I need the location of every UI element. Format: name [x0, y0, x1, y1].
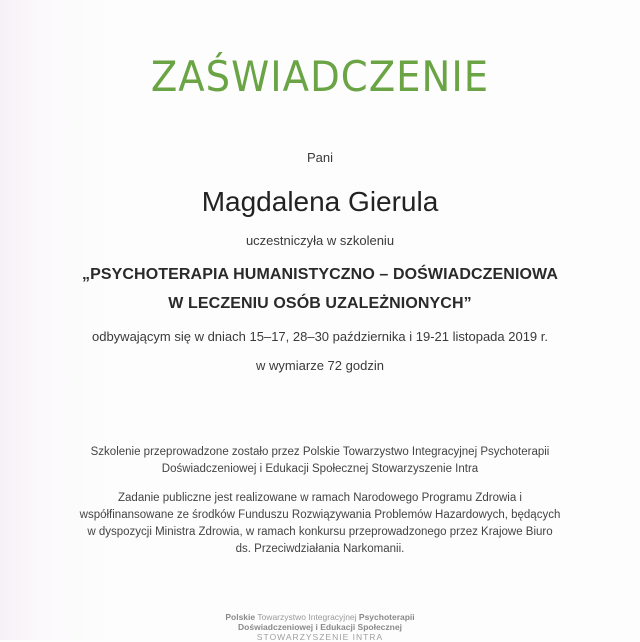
- course-title-line-2: W LECZENIU OSÓB UZALEŻNIONYCH”: [168, 295, 472, 312]
- organizer-paragraph: [0, 444, 640, 478]
- course-hours: w wymiarze 72 godzin: [256, 358, 384, 373]
- recipient-name: Magdalena Gierula: [201, 186, 439, 217]
- funding-line: współfinansowane ze środków Funduszu Rozwiązywania Problemów Hazardowych, będących: [79, 509, 561, 521]
- stamp-word: Psychoterapii: [358, 612, 415, 622]
- organizer-line: Doświadczeniowej i Edukacji Społecznej Stowarzyszenie Intra: [161, 463, 479, 475]
- funding-line: Zadanie publiczne jest realizowane w ramach Narodowego Programu Zdrowia i: [118, 492, 522, 504]
- funding-line: ds. Przeciwdziałania Narkomanii.: [235, 543, 405, 555]
- stamp-line-1: [0, 612, 640, 622]
- organization-stamp: [0, 612, 640, 642]
- certificate-title: ZAŚWIADCZENIE: [150, 52, 490, 101]
- course-title-line-1: „PSYCHOTERAPIA HUMANISTYCZNO – DOŚWIADCZENIOWA: [81, 266, 559, 283]
- stamp-word: Towarzystwo Integracyjnej: [255, 612, 359, 622]
- stamp-line-3: STOWARZYSZENIE INTRA: [256, 632, 384, 642]
- course-dates: odbywającym się w dniach 15–17, 28–30 października i 19-21 listopada 2019 r.: [91, 329, 548, 344]
- stamp-line-2: Doświadczeniowej i Edukacji Społecznej: [238, 622, 402, 632]
- organizer-line: Szkolenie przeprowadzone zostało przez Polskie Towarzystwo Integracyjnej Psychoterapii: [90, 446, 550, 458]
- funding-line: w dyspozycji Ministra Zdrowia, w ramach konkursu przeprowadzonego przez Krajowe Biuro: [87, 526, 553, 538]
- salutation: Pani: [306, 150, 334, 165]
- stamp-word: Polskie: [225, 612, 256, 622]
- funding-paragraph: [0, 490, 640, 558]
- participation-intro: uczestniczyła w szkoleniu: [245, 233, 395, 248]
